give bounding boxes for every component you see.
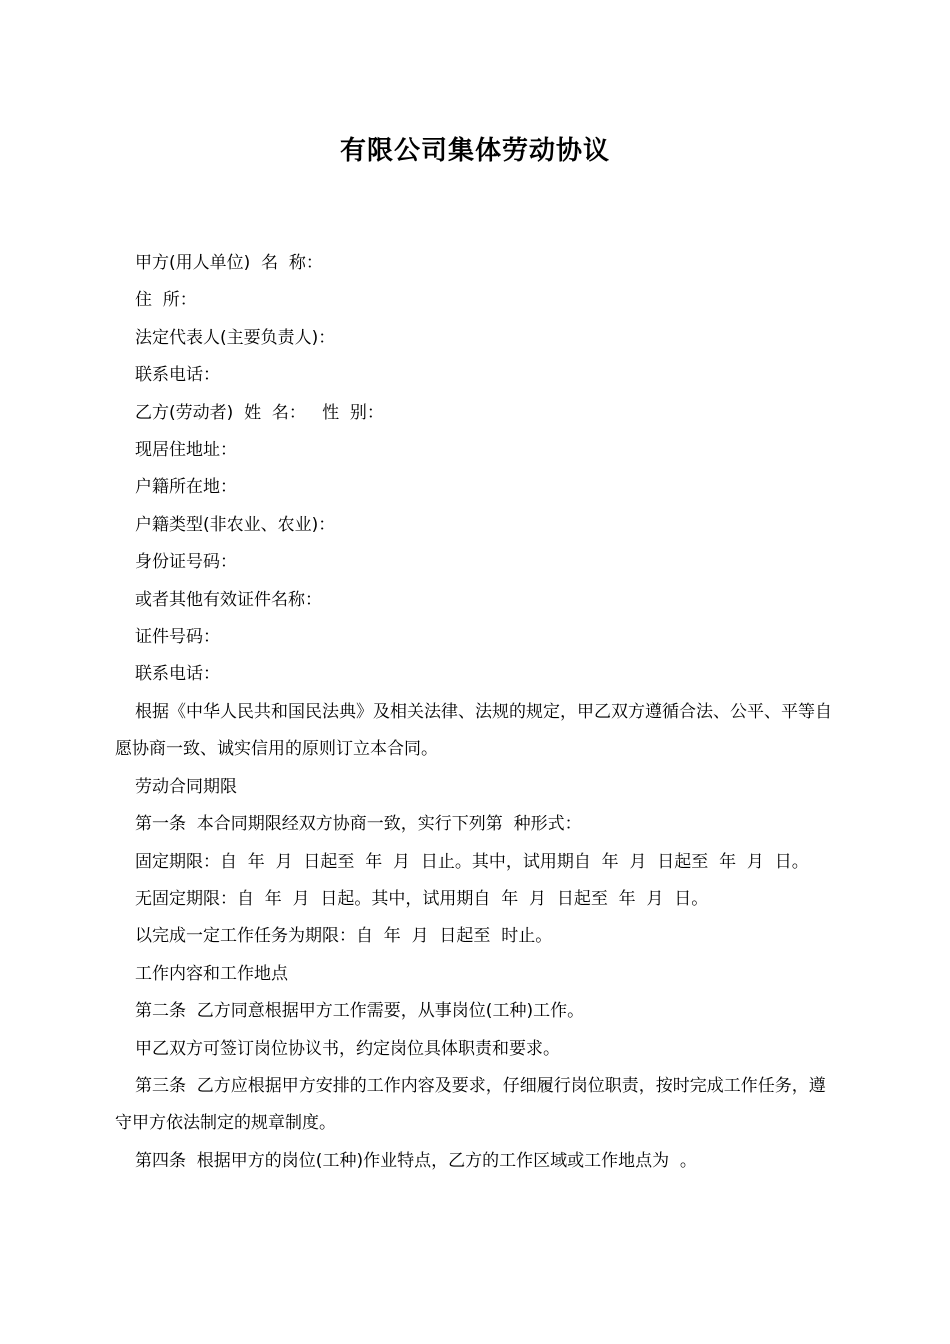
open-term-option: 无固定期限：自 年 月 日起。其中，试用期自 年 月 日起至 年 月 日。 xyxy=(135,888,709,909)
fixed-term-option: 固定期限：自 年 月 日起至 年 月 日止。其中，试用期自 年 月 日起至 年 月 日。 xyxy=(135,851,809,872)
document-body xyxy=(115,245,837,1180)
party-b-name-line: 乙方(劳动者) 姓 名： 性 别： xyxy=(135,402,384,423)
document-title: 有限公司集体劳动协议 xyxy=(339,136,610,166)
party-a-address-line: 住 所： xyxy=(135,290,197,311)
party-a-name-line: 甲方(用人单位) 名 称： xyxy=(135,253,323,273)
party-a-phone-line: 联系电话： xyxy=(135,365,220,386)
household-type-line: 户籍类型(非农业、农业)： xyxy=(135,514,336,535)
certificate-number-line: 证件号码： xyxy=(135,627,220,648)
article-2-note: 甲乙双方可签订岗位协议书，约定岗位具体职责和要求。 xyxy=(135,1038,560,1059)
id-number-line: 身份证号码： xyxy=(135,552,237,573)
article-4: 第四条 根据甲方的岗位(工种)作业特点，乙方的工作区域或工作地点为 。 xyxy=(135,1150,697,1171)
household-registration-line: 户籍所在地： xyxy=(135,477,237,498)
party-b-phone-line: 联系电话： xyxy=(135,664,220,685)
section-heading-contract-term: 劳动合同期限 xyxy=(135,776,237,797)
article-3: 第三条 乙方应根据甲方安排的工作内容及要求，仔细履行岗位职责，按时完成工作任务，遵守甲方依法制定的规章制度。 xyxy=(115,1075,826,1134)
legal-representative-line: 法定代表人(主要负责人)： xyxy=(135,327,336,348)
current-address-line: 现居住地址： xyxy=(135,440,237,461)
other-id-name-line: 或者其他有效证件名称： xyxy=(135,589,322,610)
preamble-paragraph: 根据《中华人民共和国民法典》及相关法律、法规的规定，甲乙双方遵循合法、公平、平等自愿协商一致、诚实信用的原则订立本合同。 xyxy=(115,701,832,760)
section-heading-work-content: 工作内容和工作地点 xyxy=(135,963,288,984)
article-2: 第二条 乙方同意根据甲方工作需要，从事岗位(工种)工作。 xyxy=(135,1001,585,1022)
article-1: 第一条 本合同期限经双方协商一致，实行下列第 种形式： xyxy=(135,814,582,835)
task-term-option: 以完成一定工作任务为期限：自 年 月 日起至 时止。 xyxy=(135,926,553,947)
